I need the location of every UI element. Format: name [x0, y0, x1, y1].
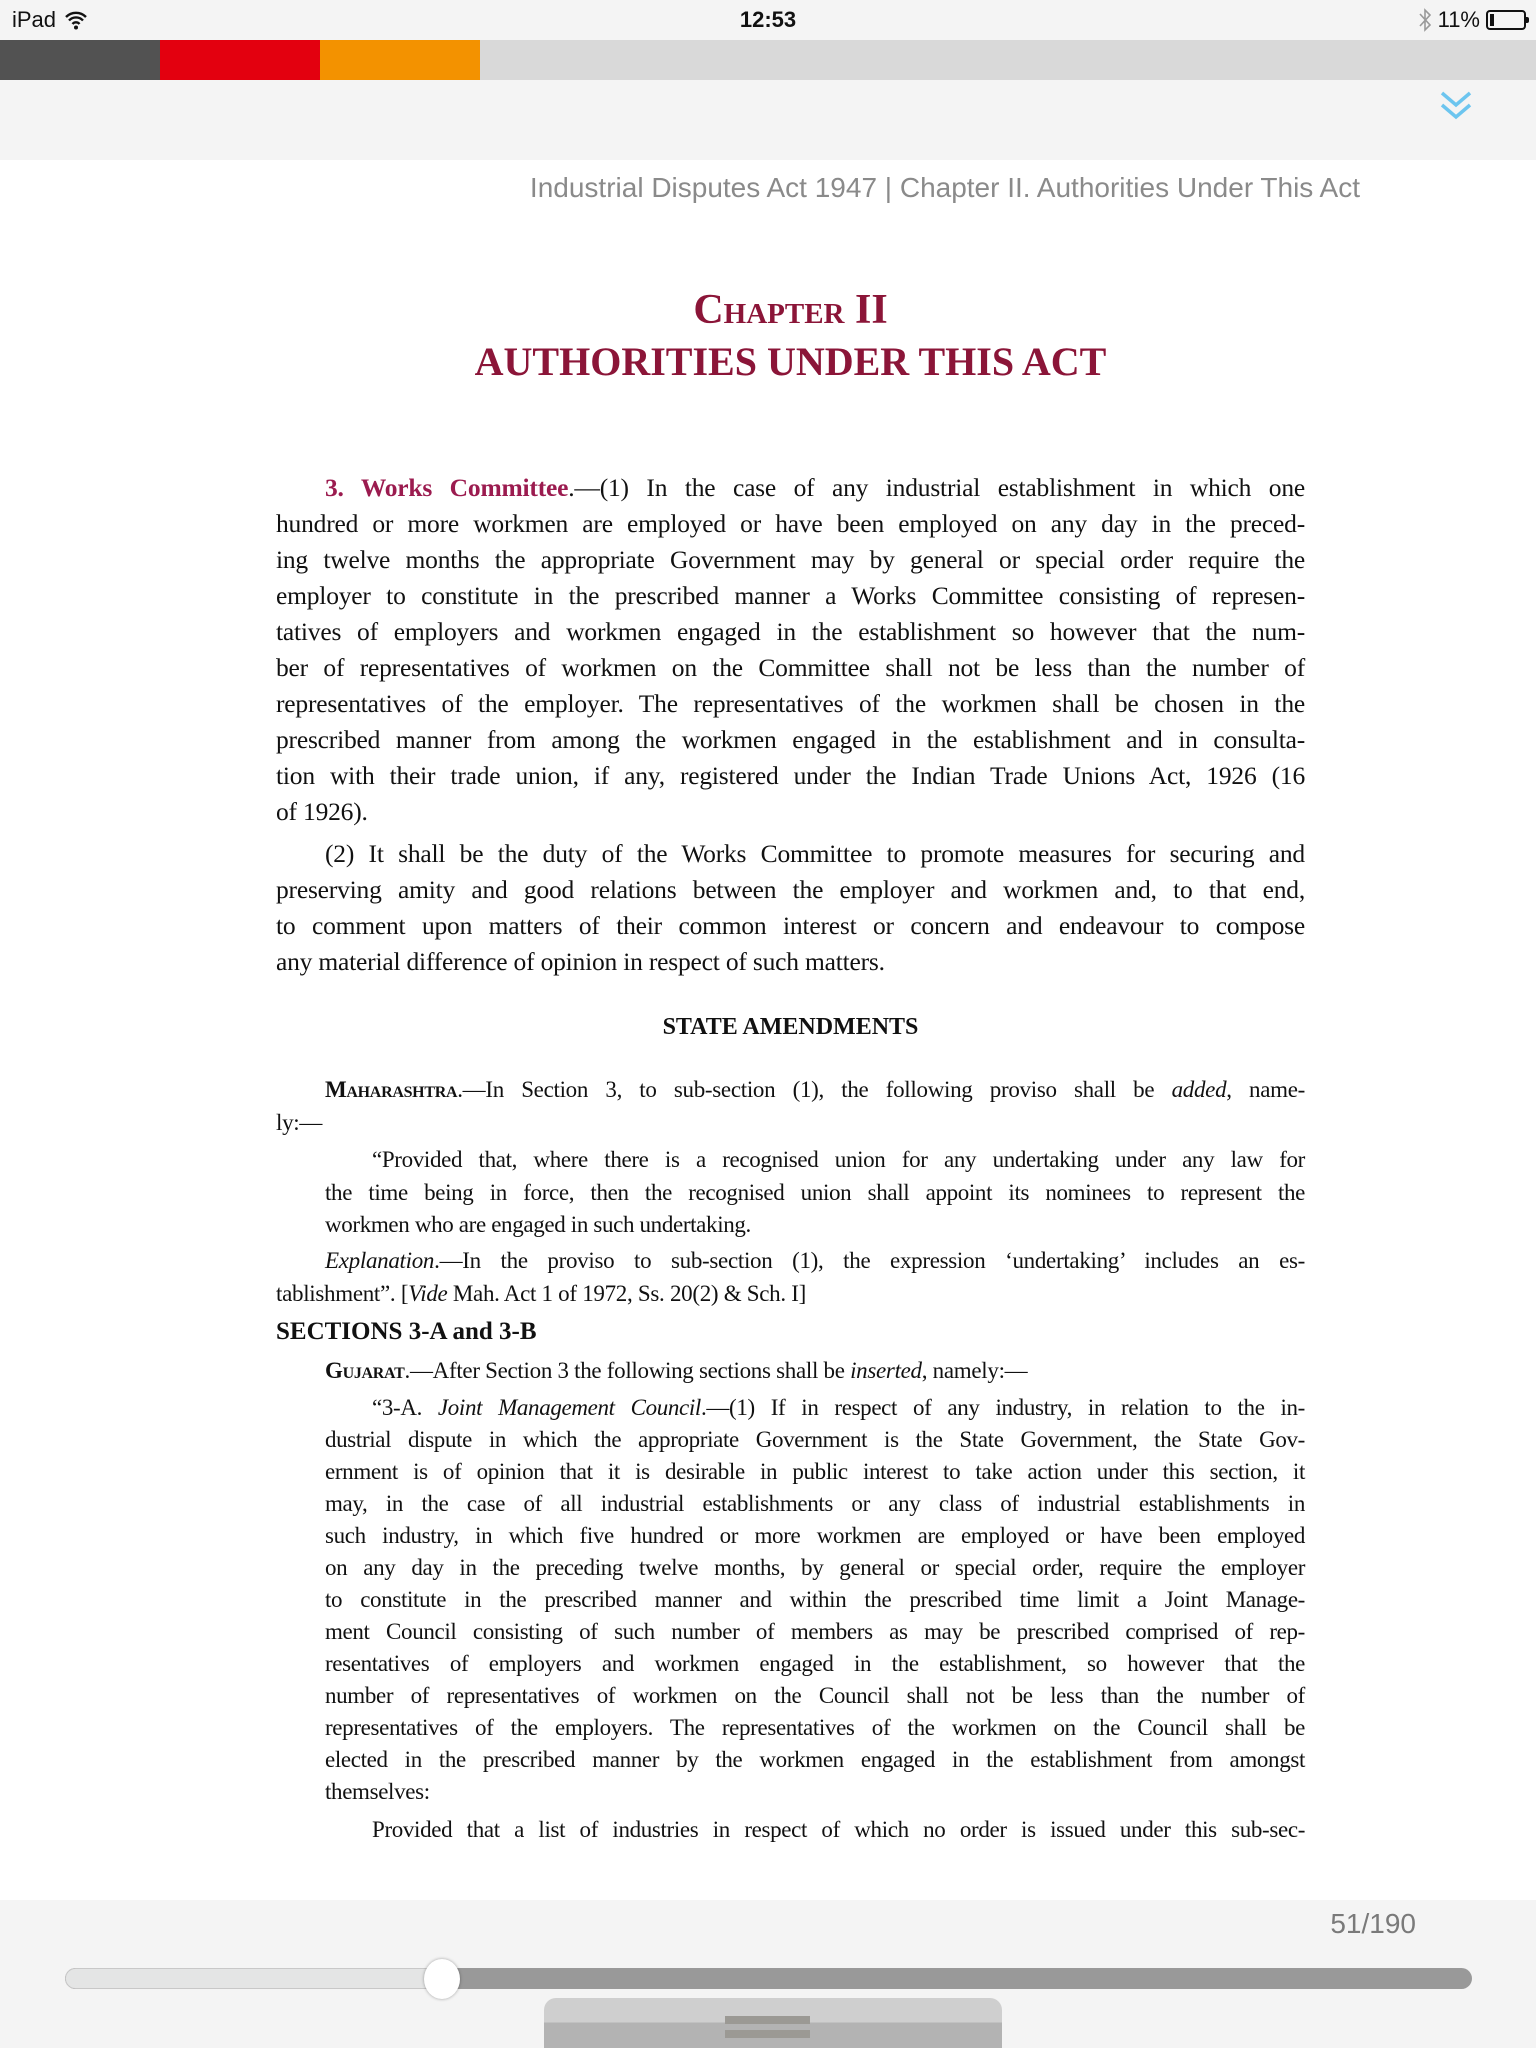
quoted-proviso	[325, 1814, 1305, 1846]
text-run: “3-A.	[372, 1395, 438, 1420]
amendment-paragraph	[276, 1355, 1305, 1387]
text-line: may, in the case of all industrial establishments or any class of industrial establishments in	[325, 1491, 1305, 1516]
text-line: to comment upon matters of their common interest or concern and endeavour to compose	[276, 911, 1305, 940]
text-line: ber of representatives of workmen on the Committee shall not be less than the number of	[276, 653, 1305, 682]
text-line: “Provided that, where there is a recognised union for any undertaking under any law for	[372, 1147, 1305, 1172]
paragraph	[276, 470, 1305, 830]
text-line: tatives of employers and workmen engaged in the establishment so however that the num-	[276, 617, 1305, 646]
text-line: elected in the prescribed manner by the workmen engaged in the establishment from amongst	[325, 1747, 1305, 1772]
text-line: employer to constitute in the prescribed manner a Works Committee consisting of represen-	[276, 581, 1305, 610]
text-line: such industry, in which five hundred or more workmen are employed or have been employed	[325, 1523, 1305, 1548]
text-line: tion with their trade union, if any, registered under the Indian Trade Unions Act, 1926 (16	[276, 761, 1305, 790]
battery-percent: 11%	[1437, 7, 1480, 32]
page-slider-thumb[interactable]	[424, 1959, 460, 1999]
color-segment-orange	[320, 40, 480, 80]
battery-icon	[1486, 10, 1526, 30]
paragraph	[276, 836, 1305, 980]
text-run: inserted	[850, 1358, 922, 1383]
text-line	[276, 1277, 1305, 1310]
quoted-section	[325, 1392, 1305, 1808]
text-line: STATE AMENDMENTS	[662, 1014, 919, 1040]
text-line: of 1926).	[276, 797, 368, 826]
text-run: , name-	[1226, 1077, 1305, 1102]
text-run: Explanation	[325, 1248, 435, 1273]
text-line	[276, 1074, 1305, 1107]
reading-color-bar	[0, 40, 1536, 80]
text-line: representatives of the employers. The representatives of the workmen on the Council shall be	[325, 1715, 1305, 1740]
text-line	[325, 1392, 1305, 1424]
text-line: resentatives of employers and workmen engaged in the establishment, so however that the	[325, 1651, 1305, 1676]
text-line: workmen who are engaged in such undertaking.	[325, 1212, 751, 1237]
chapter-title: AUTHORITIES UNDER THIS ACT	[474, 339, 1107, 384]
text-line: on any day in the preceding twelve months, by general or special order, require the employer	[325, 1555, 1305, 1580]
page-slider[interactable]	[65, 1968, 1472, 1989]
page-slider-fill	[65, 1968, 442, 1989]
text-line	[276, 1355, 1305, 1387]
text-line: Provided that a list of industries in respect of which no order is issued under this sub-sec-	[372, 1817, 1305, 1842]
text-line: (2) It shall be the duty of the Works Committee to promote measures for securing and	[325, 839, 1305, 868]
section-subheading	[276, 1316, 1305, 1348]
text-line: the time being in force, then the recognised union shall appoint its nominees to represent the	[325, 1179, 1305, 1205]
status-bar	[0, 0, 1536, 40]
running-header: Industrial Disputes Act 1947 | Chapter II. Authorities Under This Act	[529, 172, 1360, 203]
drawer-handle[interactable]	[544, 1998, 1002, 2048]
color-segment-red	[160, 40, 320, 80]
state-name: Maharashtra	[325, 1077, 458, 1102]
text-line: any material difference of opinion in respect of such matters.	[276, 947, 885, 976]
clock: 12:53	[739, 7, 797, 32]
text-run: .—(1) In the case of any industrial establishment in which one	[568, 473, 1306, 502]
text-line: representatives of the employer. The representatives of the workmen shall be chosen in the	[276, 689, 1305, 718]
text-line: ment Council consisting of such number of members as may be prescribed comprised of rep-	[325, 1619, 1305, 1644]
text-run: Joint Management Council	[437, 1395, 701, 1420]
text-line: preserving amity and good relations between the employer and workmen and, to that end,	[276, 875, 1305, 904]
explanation-paragraph	[276, 1244, 1305, 1310]
text-line: to constitute in the prescribed manner and within the prescribed time limit a Joint Manage-	[325, 1587, 1305, 1612]
text-line: SECTIONS 3-A and 3-B	[276, 1318, 537, 1345]
text-line	[276, 470, 1305, 506]
text-run: Vide	[408, 1281, 448, 1306]
text-line: ing twelve months the appropriate Government may by general or special order require the	[276, 545, 1305, 574]
text-line: ly:—	[276, 1109, 323, 1135]
text-line: dustrial dispute in which the appropriate Government is the State Government, the State Gov-	[325, 1427, 1305, 1452]
color-segment-dark	[0, 40, 160, 80]
section-title: 3. Works Committee	[325, 473, 569, 502]
bluetooth-icon	[1418, 7, 1432, 33]
text-line: hundred or more workmen are employed or have been employed on any day in the preced-	[276, 509, 1305, 538]
text-line: themselves:	[325, 1779, 430, 1804]
quoted-proviso	[325, 1144, 1305, 1242]
double-chevron-down-icon[interactable]	[1438, 88, 1474, 124]
text-line: number of representatives of workmen on the Council shall not be less than the number of	[325, 1683, 1305, 1708]
text-run: .—In Section 3, to sub-section (1), the following proviso shall be	[457, 1077, 1172, 1102]
toolbar	[0, 80, 1536, 160]
device-label: iPad	[12, 7, 57, 32]
text-run: .—In the proviso to sub-section (1), the expression ‘undertaking’ includes an es-	[434, 1248, 1305, 1273]
text-line	[276, 1244, 1305, 1277]
chapter-number: Chapter II	[693, 287, 888, 333]
text-run: Mah. Act 1 of 1972, Ss. 20(2) & Sch. I]	[447, 1281, 806, 1306]
text-run: .—(1) If in respect of any industry, in relation to the in-	[700, 1395, 1305, 1420]
text-run: , namely:—	[921, 1358, 1028, 1383]
page-counter: 51/190	[1330, 1908, 1416, 1939]
text-line: prescribed manner from among the workmen engaged in the establishment and in consulta-	[276, 725, 1305, 754]
section-heading	[276, 1009, 1305, 1045]
text-run: tablishment”. [	[276, 1281, 409, 1306]
grip-line	[725, 2030, 810, 2038]
text-run: .—After Section 3 the following sections shall be	[404, 1358, 851, 1383]
text-run: added	[1171, 1077, 1227, 1102]
text-line: ernment is of opinion that it is desirable in public interest to take action under this section, it	[325, 1459, 1305, 1484]
grip-line	[725, 2016, 810, 2024]
state-name: Gujarat	[325, 1358, 405, 1383]
amendment-paragraph	[276, 1074, 1305, 1139]
